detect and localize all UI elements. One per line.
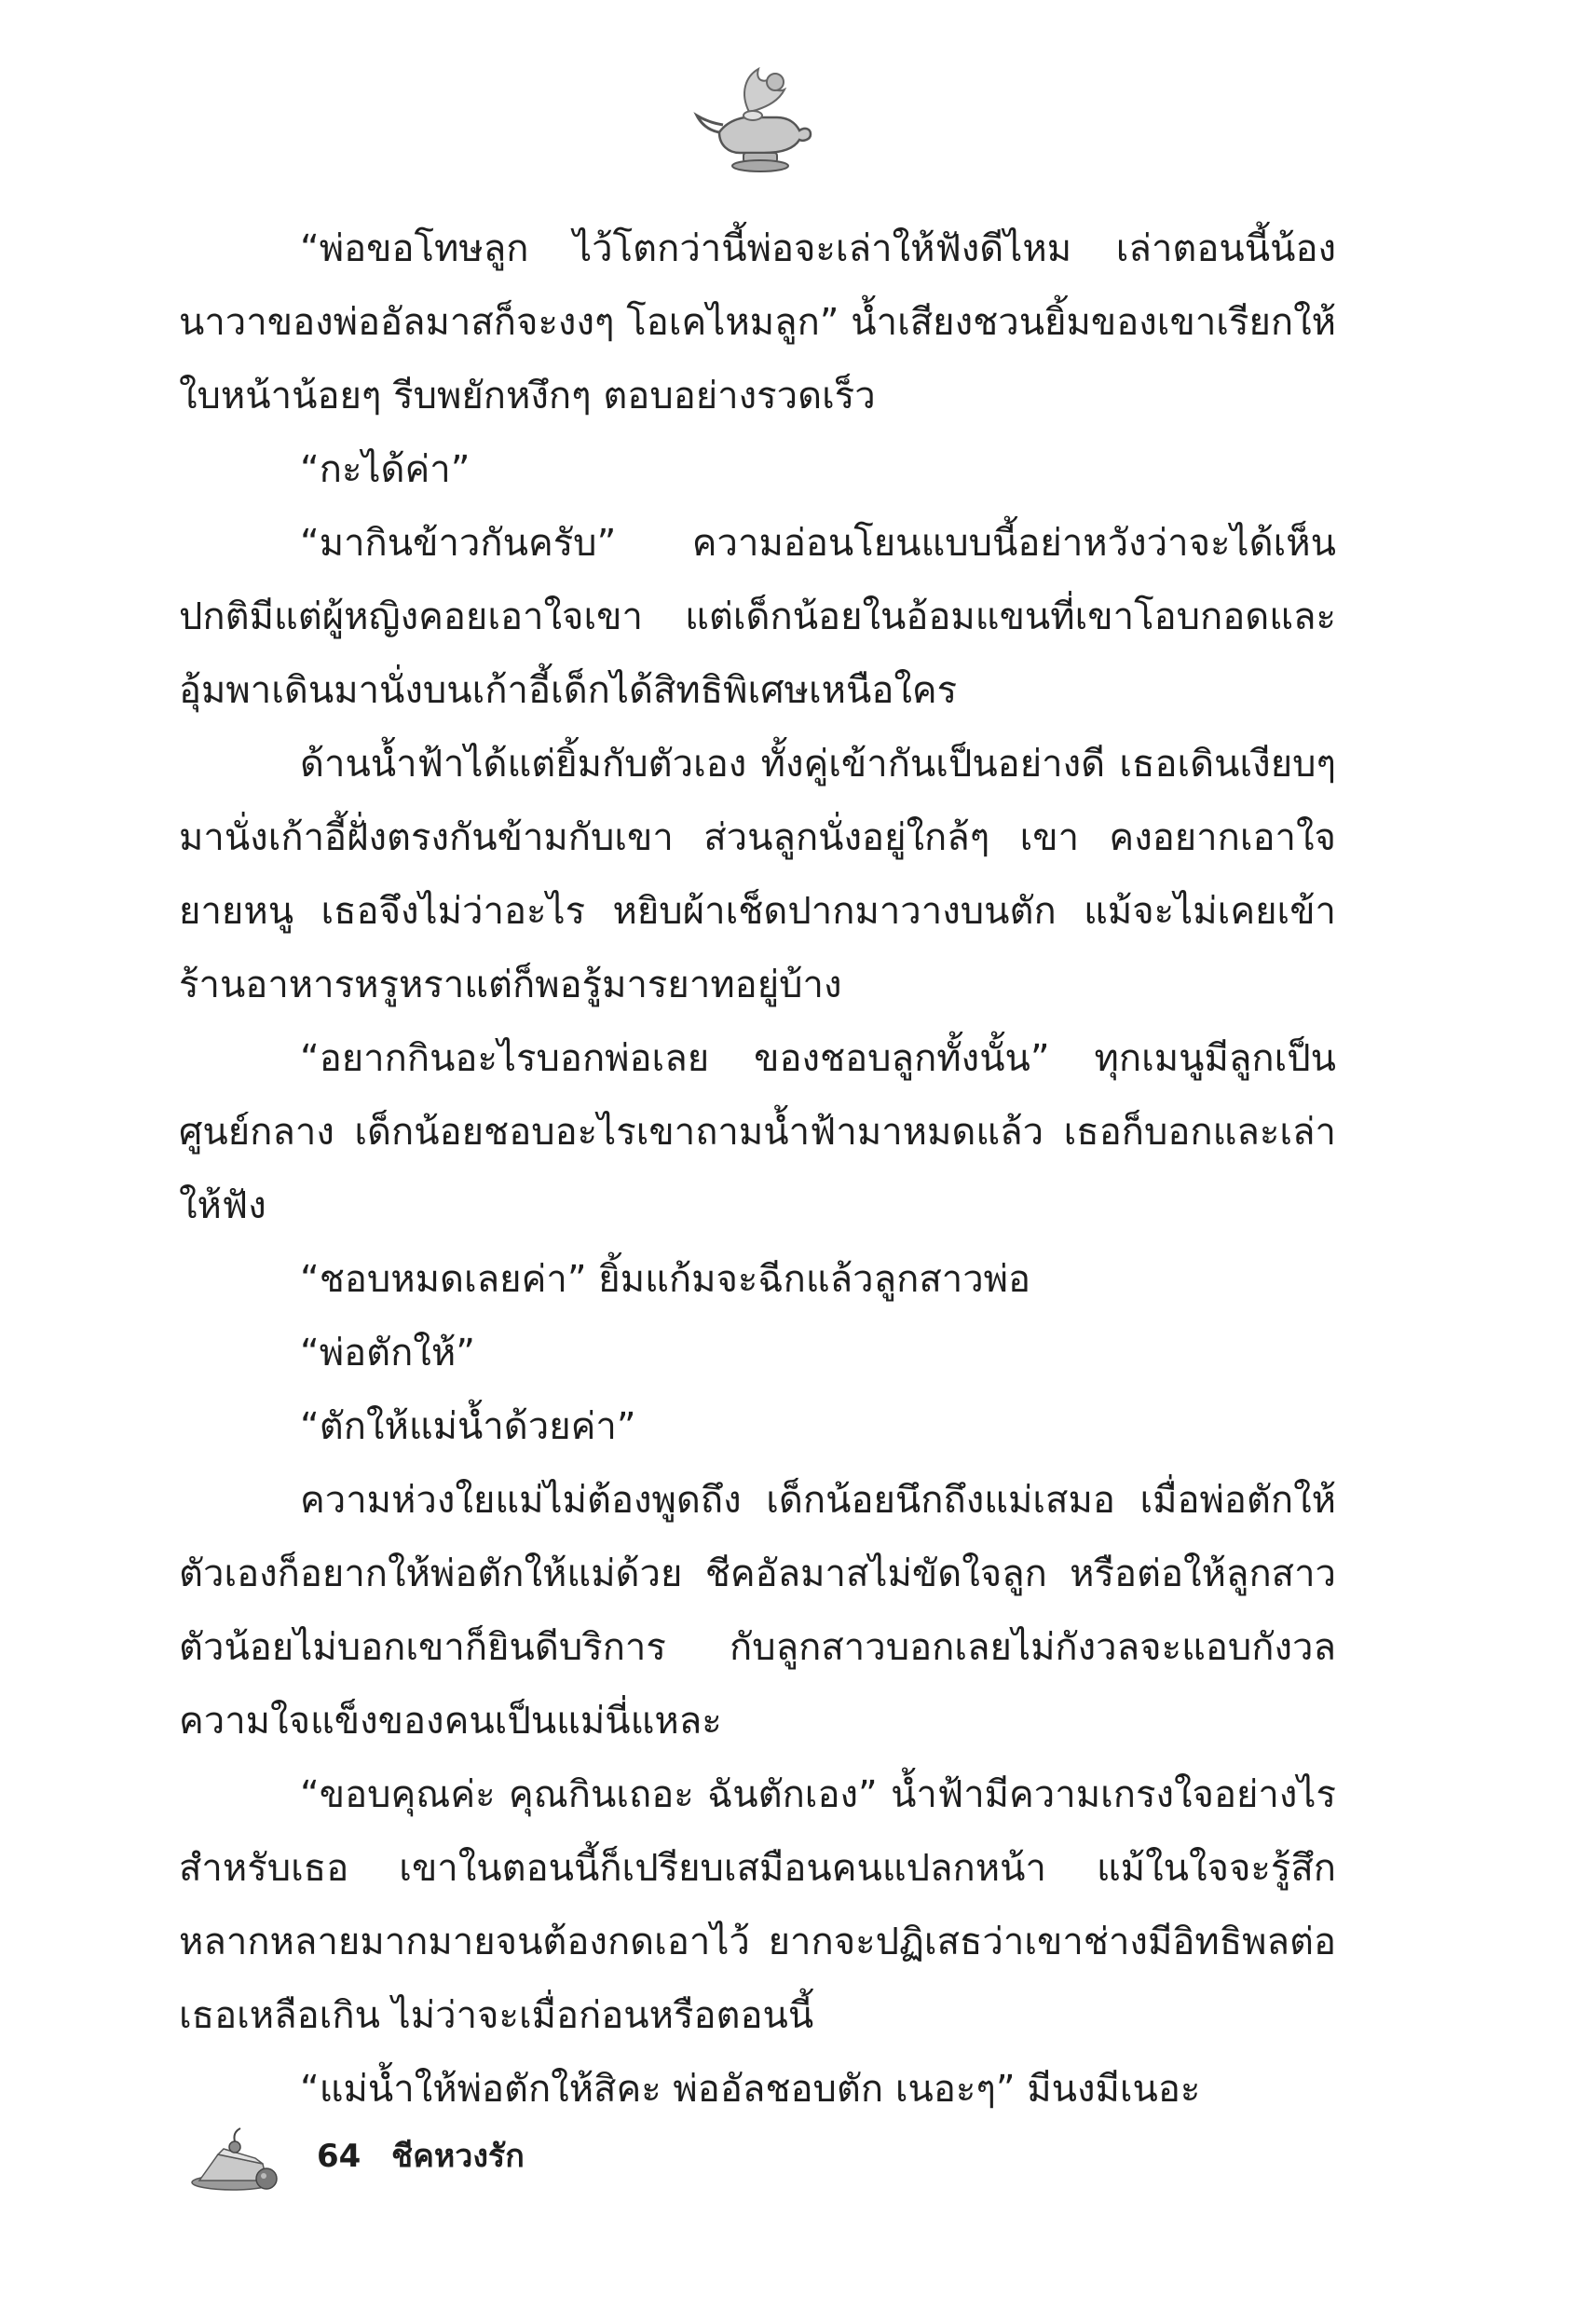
page-number: 64	[317, 2138, 361, 2175]
book-title: ชีคหวงรัก	[391, 2138, 525, 2175]
paragraph: “แม่น้ำให้พ่อตักให้สิคะ พ่ออัลชอบตัก เนอะๆ” มีนงมีเนอะ	[300, 2068, 1201, 2111]
cake-icon	[190, 2126, 283, 2192]
paragraph: “อยากกินอะไรบอกพ่อเลย ของชอบลูกทั้งนั้น” ทุกเมนูมีลูกเป็นศูนย์กลาง เด็กน้อยชอบอะไรเขาถามน้ำฟ้ามาหมดแล้ว เธอก็บอกและเล่าให้ฟัง	[179, 1037, 1336, 1227]
genie-lamp-icon	[691, 56, 817, 182]
paragraph: “พ่อขอโทษลูก ไว้โตกว่านี้พ่อจะเล่าให้ฟังดีไหม เล่าตอนนี้น้องนาวาของพ่ออัลมาสก็จะงงๆ โอเคไหมลูก” น้ำเสียงชวนยิ้มของเขาเรียกให้ใบหน้าน้อยๆ รีบพยักหงึกๆ ตอบอย่างรวดเร็ว	[179, 227, 1336, 417]
paragraph: “ตักให้แม่น้ำด้วยค่า”	[300, 1405, 636, 1448]
body-text	[179, 212, 1336, 2126]
paragraph: ด้านน้ำฟ้าได้แต่ยิ้มกับตัวเอง ทั้งคู่เข้ากันเป็นอย่างดี เธอเดินเงียบๆ มานั่งเก้าอี้ฝั่งตรงกันข้ามกับเขา ส่วนลูกนั่งอยู่ใกล้ๆ เขา คงอยากเอาใจยายหนู เธอจึงไม่ว่าอะไร หยิบผ้าเช็ดปากมาวางบนตัก แม้จะไม่เคยเข้าร้านอาหารหรูหราแต่ก็พอรู้มารยาทอยู่บ้าง	[179, 743, 1336, 1006]
paragraph: “พ่อตักให้”	[300, 1332, 475, 1374]
paragraph: “กะได้ค่า”	[300, 448, 471, 491]
paragraph: “มากินข้าวกันครับ” ความอ่อนโยนแบบนี้อย่าหวังว่าจะได้เห็นปกติมีแต่ผู้หญิงคอยเอาใจเขา แต่เด็กน้อยในอ้อมแขนที่เขาโอบกอดและอุ้มพาเดินมานั่งบนเก้าอี้เด็กได้สิทธิพิเศษเหนือใคร	[179, 522, 1336, 712]
paragraph: “ขอบคุณค่ะ คุณกินเถอะ ฉันตักเอง” น้ำฟ้ามีความเกรงใจอย่างไรสำหรับเธอ เขาในตอนนี้ก็เปรียบเสมือนคนแปลกหน้า แม้ในใจจะรู้สึกหลากหลายมากมายจนต้องกดเอาไว้ ยากจะปฏิเสธว่าเขาช่างมีอิทธิพลต่อเธอเหลือเกิน ไม่ว่าจะเมื่อก่อนหรือตอนนี้	[179, 1773, 1336, 2037]
paragraph: “ชอบหมดเลยค่า” ยิ้มแก้มจะฉีกแล้วลูกสาวพ่อ	[300, 1258, 1031, 1301]
paragraph: ความห่วงใยแม่ไม่ต้องพูดถึง เด็กน้อยนึกถึงแม่เสมอ เมื่อพ่อตักให้ตัวเองก็อยากให้พ่อตักให้แม่ด้วย ชีคอัลมาสไม่ขัดใจลูก หรือต่อให้ลูกสาวตัวน้อยไม่บอกเขาก็ยินดีบริการ กับลูกสาวบอกเลยไม่กังวลจะแอบกังวลความใจแข็งของคนเป็นแม่นี่แหละ	[179, 1479, 1336, 1743]
